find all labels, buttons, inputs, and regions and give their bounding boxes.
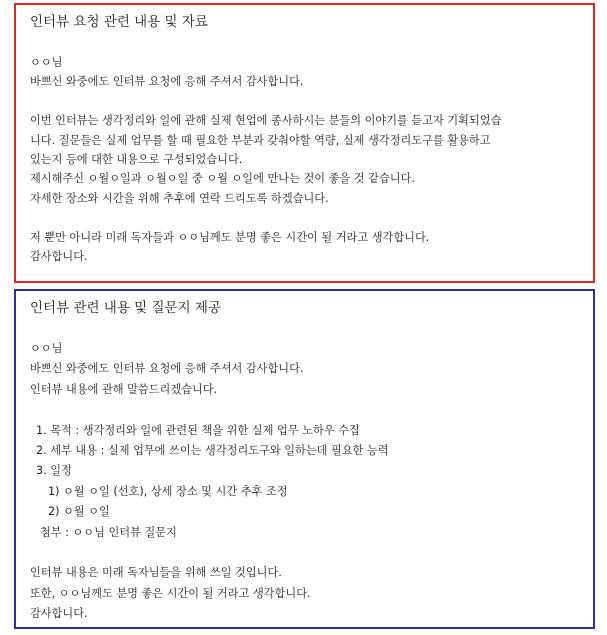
info-line-greeting: ㅇㅇ님 (30, 342, 63, 355)
request-spacer (30, 92, 579, 111)
info-line-closing-2: 또한, ㅇㅇ님께도 분명 좋은 시간이 될 거라고 생각합니다. (30, 586, 311, 600)
info-item-schedule: 3. 일정 (36, 464, 72, 478)
info-attachment: 첨부 : ㅇㅇ님 인터뷰 질문지 (40, 525, 177, 539)
info-line-intro: 인터뷰 내용에 관해 말씀드리겠습니다. (30, 382, 218, 396)
info-line-closing-1: 인터뷰 내용은 미래 독자님들을 위해 쓰일 것입니다. (30, 566, 282, 580)
request-line-purpose-1: 이번 인터뷰는 생각정리와 일에 관해 실제 현업에 종사하시는 분들의 이야기를 듣고자 기획되었습 (30, 114, 502, 128)
request-line-contact: 자세한 장소와 시간을 위해 추후에 연락 드리도록 하겠습니다. (30, 191, 329, 205)
interview-request-box (14, 3, 595, 283)
info-schedule-option-2: 2) ㅇ월 ㅇ일 (48, 505, 110, 519)
request-line-purpose-2: 니다. 질문들은 실제 업무를 할 때 필요한 부분과 갖춰야할 역량, 실제 생각정리도구를 활용하고 (30, 133, 491, 147)
info-line-signoff: 감사합니다. (30, 607, 88, 621)
request-line-purpose-3: 있는지 등에 대한 내용으로 구성되었습니다. (30, 153, 243, 167)
request-line-greeting: ㅇㅇ님 (30, 56, 63, 69)
info-spacer-2 (30, 543, 579, 563)
info-item-details: 2. 세부 내용 : 실제 업무에 쓰이는 생각정리도구와 일하는데 필요한 능력 (36, 444, 389, 458)
request-spacer-2 (30, 208, 579, 227)
info-item-purpose: 1. 목적 : 생각정리와 일에 관련된 책을 위한 실제 업무 노하우 수집 (36, 423, 360, 437)
request-line-signoff: 감사합니다. (30, 250, 88, 264)
info-spacer (30, 400, 579, 420)
info-box-title: 인터뷰 관련 내용 및 질문지 제공 (30, 300, 221, 316)
request-line-closing: 저 뿐만 아니라 미래 독자들과 ㅇㅇ님께도 분명 좋은 시간이 될 거라고 생각합니다. (30, 230, 430, 244)
request-line-thanks: 바쁘신 와중에도 인터뷰 요청에 응해 주셔서 감사합니다. (30, 75, 304, 89)
request-box-title: 인터뷰 요청 관련 내용 및 자료 (30, 14, 208, 30)
interview-info-box (14, 289, 595, 629)
info-schedule-option-1: 1) ㅇ월 ㅇ일 (선호), 상세 장소 및 시간 추후 조정 (48, 484, 288, 498)
info-line-thanks: 바쁘신 와중에도 인터뷰 요청에 응해 주셔서 감사합니다. (30, 362, 304, 376)
request-line-date: 제시해주신 ㅇ월ㅇ일과 ㅇ월ㅇ일 중 ㅇ월 ㅇ일에 만나는 것이 좋을 것 같습니다. (30, 172, 415, 186)
